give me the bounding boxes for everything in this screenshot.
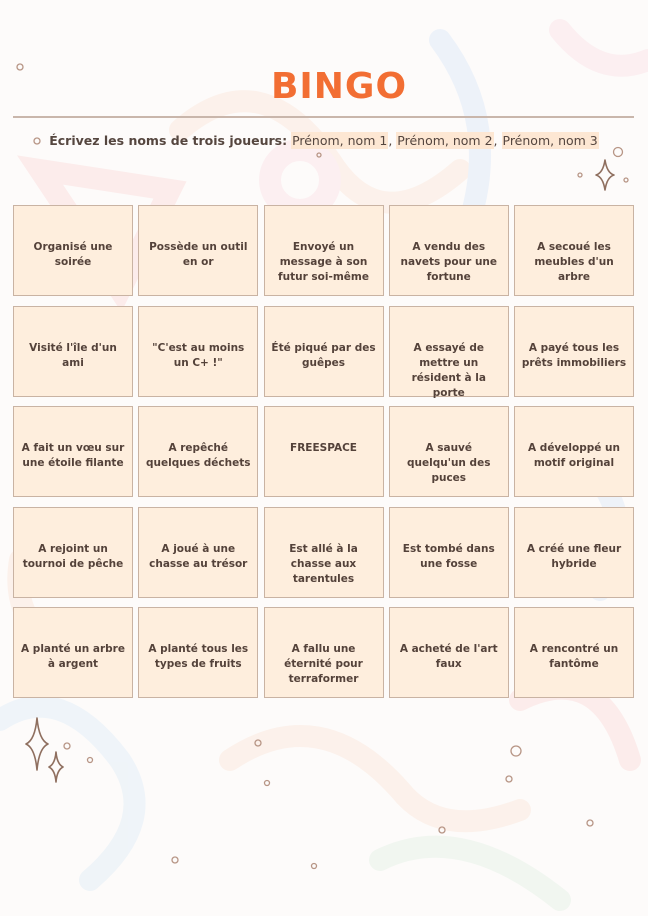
- bingo-cell[interactable]: Visité l'île d'un ami: [13, 306, 133, 397]
- bingo-cell[interactable]: Envoyé un message à son futur soi-même: [264, 205, 384, 296]
- player-name-2[interactable]: Prénom, nom 2: [397, 133, 493, 148]
- bingo-cell[interactable]: A secoué les meubles d'un arbre: [514, 205, 634, 296]
- bingo-cell[interactable]: A créé une fleur hybride: [514, 507, 634, 598]
- bingo-cell[interactable]: A développé un motif original: [514, 406, 634, 497]
- bingo-cell[interactable]: A payé tous les prêts immobiliers: [514, 306, 634, 397]
- bingo-grid: [13, 205, 634, 698]
- bingo-cell-freespace[interactable]: FREESPACE: [264, 406, 384, 497]
- bingo-cell[interactable]: A essayé de mettre un résident à la porte: [389, 306, 509, 397]
- bingo-cell[interactable]: A sauvé quelqu'un des puces: [389, 406, 509, 497]
- bingo-cell[interactable]: A acheté de l'art faux: [389, 607, 509, 698]
- players-separator: ,: [493, 133, 498, 148]
- players-separator: ,: [388, 133, 393, 148]
- bingo-cell[interactable]: "C'est au moins un C+ !": [138, 306, 258, 397]
- players-line: [0, 133, 648, 148]
- bingo-cell[interactable]: A joué à une chasse au trésor: [138, 507, 258, 598]
- title-divider: [13, 116, 634, 118]
- bingo-cell[interactable]: A repêché quelques déchets: [138, 406, 258, 497]
- bingo-cell[interactable]: A vendu des navets pour une fortune: [389, 205, 509, 296]
- bingo-cell[interactable]: Possède un outil en or: [138, 205, 258, 296]
- bingo-cell[interactable]: A planté un arbre à argent: [13, 607, 133, 698]
- page-title: BINGO: [270, 66, 408, 107]
- bingo-cell[interactable]: Été piqué par des guêpes: [264, 306, 384, 397]
- players-label: Écrivez les noms de trois joueurs:: [49, 133, 288, 148]
- bingo-cell[interactable]: Est allé à la chasse aux tarentules: [264, 507, 384, 598]
- bingo-cell[interactable]: Organisé une soirée: [13, 205, 133, 296]
- player-name-1[interactable]: Prénom, nom 1: [292, 133, 388, 148]
- bingo-cell[interactable]: A fait un vœu sur une étoile filante: [13, 406, 133, 497]
- player-name-3[interactable]: Prénom, nom 3: [502, 133, 598, 148]
- bingo-cell[interactable]: A rencontré un fantôme: [514, 607, 634, 698]
- bingo-cell[interactable]: A fallu une éternité pour terraformer: [264, 607, 384, 698]
- bingo-cell[interactable]: Est tombé dans une fosse: [389, 507, 509, 598]
- bingo-cell[interactable]: A rejoint un tournoi de pêche: [13, 507, 133, 598]
- bingo-cell[interactable]: A planté tous les types de fruits: [138, 607, 258, 698]
